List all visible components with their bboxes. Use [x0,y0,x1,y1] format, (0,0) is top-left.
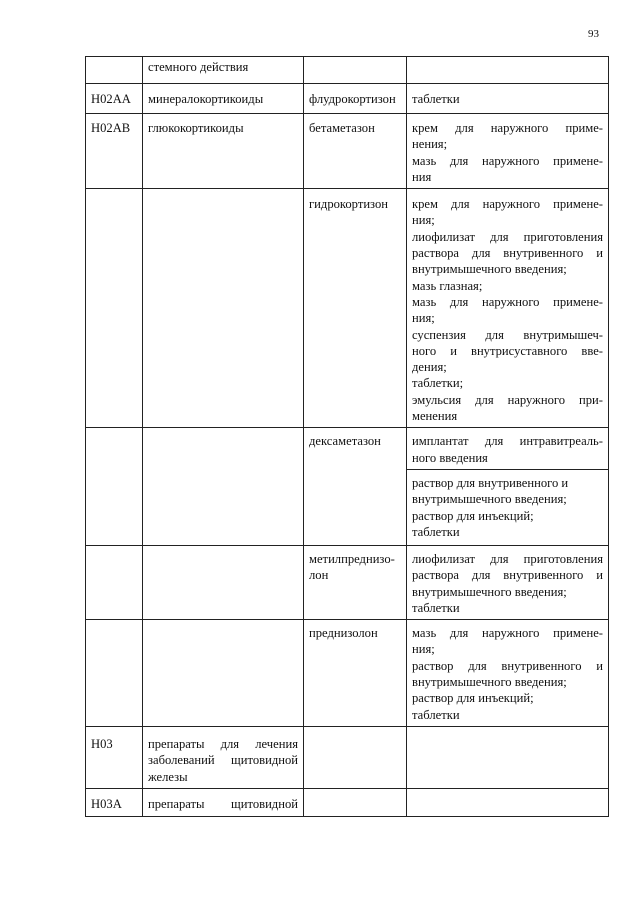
group-cell [143,189,304,428]
group-cell: минералокортикоиды [143,84,304,114]
drug-cell: гидрокортизон [304,189,407,428]
dosage-form: внутримышечного введения; [412,262,567,277]
dosage-form: внутримышечного введения; [412,675,567,690]
forms-cell [407,620,609,727]
dosage-form: ного и внутрисуставного вве- [412,343,603,358]
table-row [86,84,609,114]
dosage-form: мазь для наружного примене- [412,626,603,641]
atc-code-cell [86,189,143,428]
dosage-form: крем для наружного примене- [412,197,603,212]
dosage-form: таблетки; [412,376,464,391]
table-row [86,114,609,189]
dosage-form: мазь для наружного примене- [412,294,603,309]
forms-cell [407,84,609,114]
table-row [86,428,609,470]
atc-code-cell: H03A [86,788,143,816]
group-cell [143,620,304,727]
group-cell: препараты для лечения заболеваний щитовидной железы [143,726,304,788]
dosage-form: ния; [412,642,435,657]
forms-cell [407,788,609,816]
table-row [86,57,609,84]
table-row [86,726,609,788]
drug-cell [304,788,407,816]
dosage-form: раствор для инъекций; [412,508,534,523]
dosage-form: лиофилизат для приготовления [412,229,603,244]
group-cell: стемного действия [143,57,304,84]
dosage-form: внутримышечного введения; [412,584,567,599]
table-row [86,545,609,619]
forms-cell [407,57,609,84]
dosage-form: таблетки [412,600,460,615]
dosage-form: ния; [412,311,435,326]
forms-cell [407,545,609,619]
forms-cell [407,189,609,428]
dosage-form: эмульсия для наружного при- [412,392,603,407]
drug-cell: преднизолон [304,620,407,727]
dosage-form: ного введения [412,450,488,465]
dosage-form: лиофилизат для приготовления [412,551,603,566]
dosage-form: имплантат для интравитреаль- [412,434,603,449]
table-row [86,788,609,816]
atc-code-cell: H02AA [86,84,143,114]
atc-code-cell: H03 [86,726,143,788]
group-cell: глюкокортикоиды [143,114,304,189]
dosage-form: крем для наружного приме- [412,121,603,135]
dosage-form: раствор для внутривенного и [412,658,603,673]
dosage-form: раствор для внутривенного и [412,475,569,490]
forms-cell [407,469,609,545]
drug-cell: метилпреднизо- лон [304,545,407,619]
dosage-form: ния; [412,213,435,228]
dosage-form: раствор для инъекций; [412,691,534,706]
drug-cell [304,726,407,788]
atc-code-cell [86,545,143,619]
forms-cell [407,114,609,189]
table-row [86,620,609,727]
dosage-form: раствора для внутривенного и [412,246,603,261]
drug-cell: бетаметазон [304,114,407,189]
dosage-form: таблетки [412,524,460,539]
dosage-form: нения; [412,137,448,152]
forms-cell [407,428,609,470]
group-cell [143,428,304,546]
dosage-form: раствора для внутривенного и [412,568,603,583]
dosage-form: дения; [412,360,447,375]
group-cell: препараты щитовидной [143,788,304,816]
table-row [86,189,609,428]
group-cell [143,545,304,619]
drug-cell: дексаметазон [304,428,407,546]
atc-code-cell [86,620,143,727]
drug-cell: флудрокортизон [304,84,407,114]
page-number: 93 [588,28,599,40]
dosage-form: менения [412,409,458,424]
forms-cell [407,726,609,788]
drug-table [85,56,609,817]
dosage-form: таблетки [412,707,460,722]
dosage-form: суспензия для внутримышеч- [412,327,603,342]
atc-code-cell: H02AB [86,114,143,189]
dosage-form: таблетки [412,92,460,106]
dosage-form: ния [412,169,432,184]
dosage-form: мазь глазная; [412,278,483,293]
drug-cell [304,57,407,84]
atc-code-cell [86,428,143,546]
dosage-form: внутримышечного введения; [412,492,567,507]
dosage-form: мазь для наружного примене- [412,153,603,168]
atc-code-cell [86,57,143,84]
